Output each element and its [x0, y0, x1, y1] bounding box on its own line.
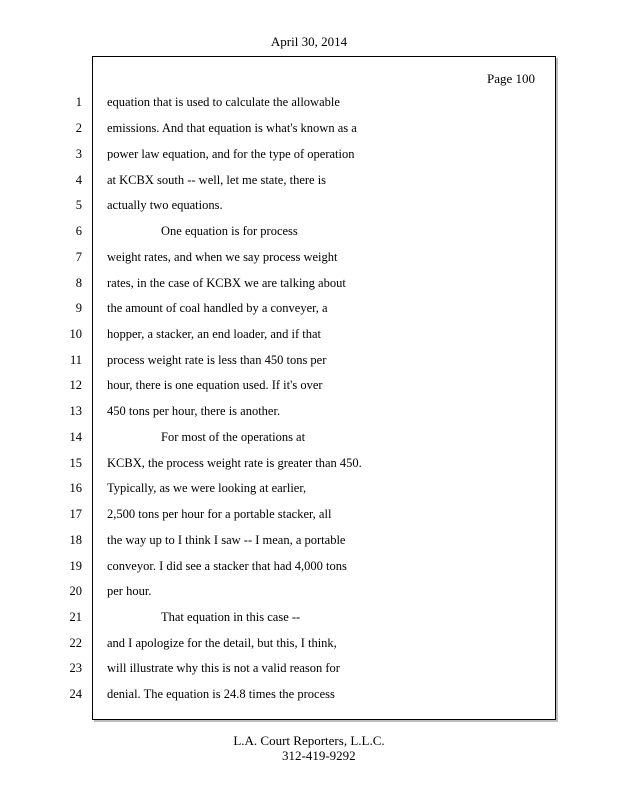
line-number: 20 — [69, 584, 82, 598]
transcript-line: at KCBX south -- well, let me state, there is — [107, 173, 327, 187]
transcript-line: emissions. And that equation is what's known as a — [107, 121, 357, 135]
line-number: 14 — [69, 430, 82, 444]
transcript-line: hour, there is one equation used. If it's over — [107, 378, 323, 392]
line-number: 22 — [69, 636, 82, 650]
transcript-line: One equation is for process — [161, 224, 298, 238]
transcript-line: power law equation, and for the type of operation — [107, 147, 355, 161]
transcript-line: denial. The equation is 24.8 times the process — [107, 687, 335, 701]
transcript-line: 450 tons per hour, there is another. — [107, 404, 281, 418]
transcript-line: 2,500 tons per hour for a portable stacker, all — [107, 507, 332, 521]
transcript-line: process weight rate is less than 450 tons per — [107, 353, 327, 367]
transcript-line: per hour. — [107, 584, 152, 598]
transcript-line: For most of the operations at — [161, 430, 306, 444]
transcript-line: and I apologize for the detail, but this, I think, — [107, 636, 337, 650]
line-number: 7 — [75, 250, 82, 264]
line-number: 15 — [69, 456, 82, 470]
transcript-line: will illustrate why this is not a valid reason for — [107, 661, 340, 675]
line-number: 6 — [75, 224, 82, 238]
transcript-line: conveyor. I did see a stacker that had 4,000 tons — [107, 559, 347, 573]
transcript-line: equation that is used to calculate the allowable — [107, 95, 340, 109]
line-number: 18 — [69, 533, 82, 547]
line-number: 10 — [69, 327, 82, 341]
transcript-line: weight rates, and when we say process weight — [107, 250, 338, 264]
line-number: 24 — [69, 687, 82, 701]
line-number: 8 — [75, 276, 82, 290]
footer-phone: 312-419-9292 — [282, 748, 356, 763]
line-number: 13 — [69, 404, 82, 418]
line-number: 16 — [69, 481, 82, 495]
line-number: 1 — [75, 95, 82, 109]
transcript-line: rates, in the case of KCBX we are talking about — [107, 276, 346, 290]
line-number: 12 — [69, 378, 82, 392]
header-date: April 30, 2014 — [270, 34, 348, 49]
line-number: 11 — [69, 353, 82, 367]
line-number: 17 — [69, 507, 82, 521]
transcript-line: KCBX, the process weight rate is greater than 450. — [107, 456, 362, 470]
line-number: 2 — [75, 121, 82, 135]
line-number: 9 — [75, 301, 82, 315]
line-number: 4 — [75, 173, 82, 187]
transcript-line: Typically, as we were looking at earlier, — [107, 481, 307, 495]
page-number: Page 100 — [487, 71, 536, 86]
line-number: 21 — [69, 610, 82, 624]
line-number: 5 — [75, 198, 82, 212]
line-number: 19 — [69, 559, 82, 573]
transcript-line: the amount of coal handled by a conveyer, a — [107, 301, 328, 315]
transcript-line: actually two equations. — [107, 198, 223, 212]
transcript-line: the way up to I think I saw -- I mean, a portable — [107, 533, 346, 547]
transcript-line: hopper, a stacker, an end loader, and if that — [107, 327, 322, 341]
transcript-line: That equation in this case -- — [161, 610, 301, 624]
line-number: 3 — [75, 147, 82, 161]
line-number: 23 — [69, 661, 82, 675]
footer-company: L.A. Court Reporters, L.L.C. — [233, 733, 385, 748]
